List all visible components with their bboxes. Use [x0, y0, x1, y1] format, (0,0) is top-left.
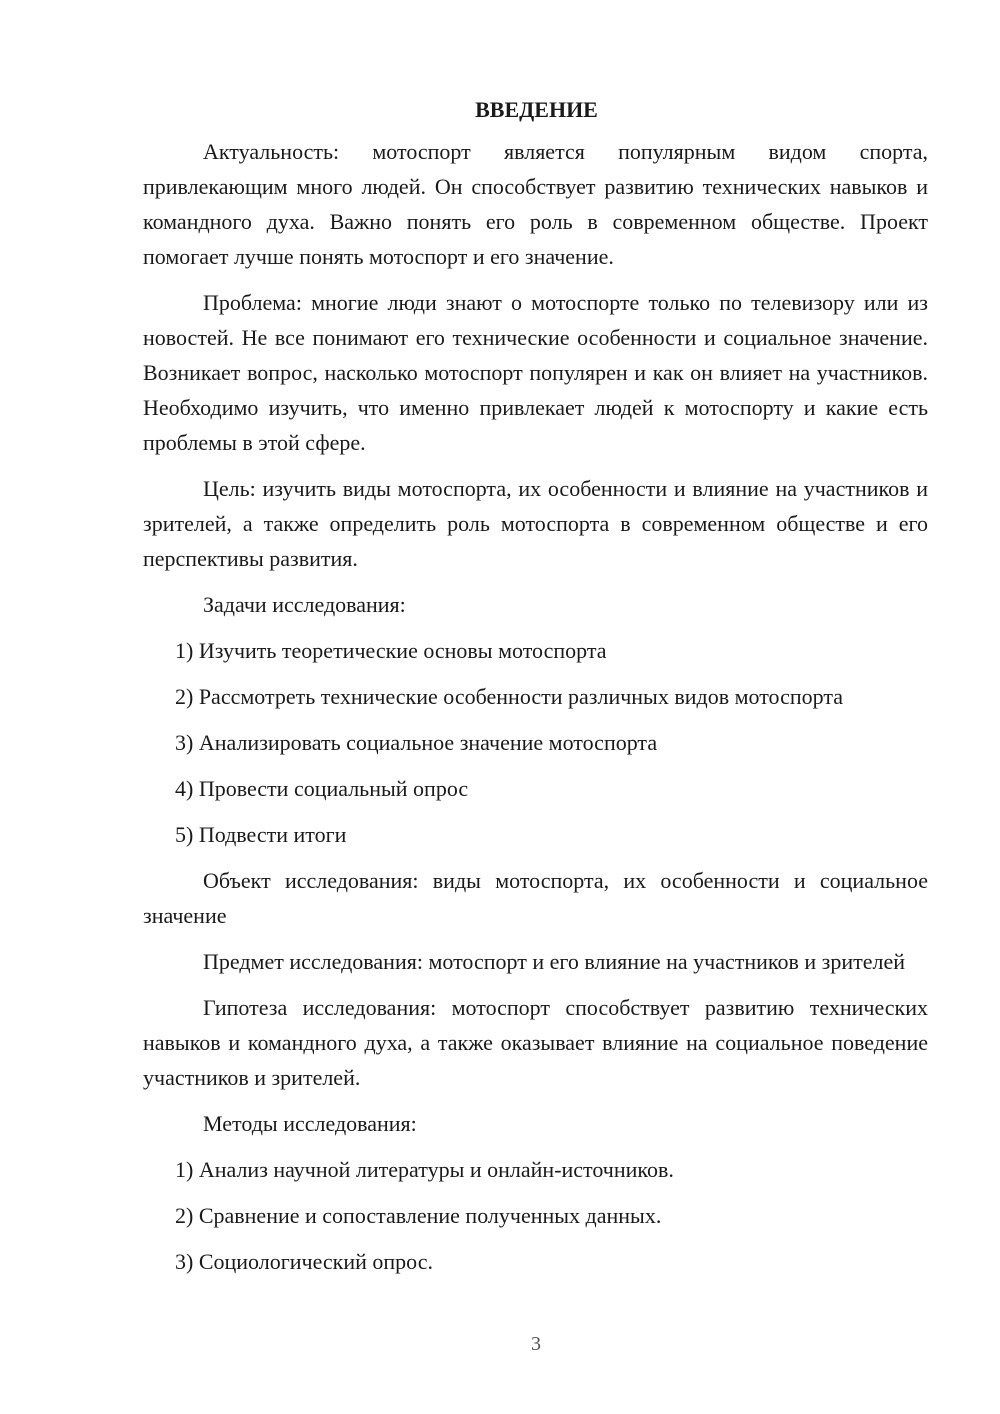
page-number: 3	[531, 1333, 541, 1355]
list-item: 3) Анализировать социальное значение мотоспорта	[175, 730, 658, 755]
object-paragraph: Объект исследования: виды мотоспорта, их особенности и социальное значение	[143, 868, 928, 928]
list-item: 4) Провести социальный опрос	[175, 776, 469, 801]
list-item: 1) Изучить теоретические основы мотоспорта	[175, 638, 607, 663]
tasks-label: Задачи исследования:	[203, 592, 406, 617]
problem-paragraph: Проблема: многие люди знают о мотоспорте только по телевизору или из новостей. Не все понимают его технические особенности и социальное значение. Возникает вопрос, насколько мотоспорт популярен и как он влияет на участников. Необходимо изучить, что именно привлекает людей к мотоспорту и какие есть проблемы в этой сфере.	[143, 290, 928, 455]
relevance-paragraph: Актуальность: мотоспорт является популярным видом спорта, привлекающим много людей. Он способствует развитию технических навыков и командного духа. Важно понять его роль в современном обществе. Проект помогает лучше понять мотоспорт и его значение.	[143, 139, 928, 269]
list-item: 3) Социологический опрос.	[175, 1249, 433, 1274]
list-item: 5) Подвести итоги	[175, 822, 347, 847]
hypothesis-paragraph: Гипотеза исследования: мотоспорт способствует развитию технических навыков и командного духа, а также оказывает влияние на социальное поведение участников и зрителей.	[143, 995, 928, 1090]
methods-list	[143, 1152, 928, 1279]
tasks-list	[143, 633, 928, 852]
list-item: 2) Рассмотреть технические особенности различных видов мотоспорта	[175, 684, 843, 709]
section-heading: ВВЕДЕНИЕ	[475, 97, 598, 122]
methods-label: Методы исследования:	[203, 1111, 417, 1136]
goal-paragraph: Цель: изучить виды мотоспорта, их особенности и влияние на участников и зрителей, а также определить роль мотоспорта в современном обществе и его перспективы развития.	[143, 476, 928, 571]
list-item: 2) Сравнение и сопоставление полученных данных.	[175, 1203, 662, 1228]
list-item: 1) Анализ научной литературы и онлайн-источников.	[175, 1157, 674, 1182]
subject-paragraph: Предмет исследования: мотоспорт и его влияние на участников и зрителей	[203, 949, 905, 974]
document-page	[143, 92, 928, 1279]
